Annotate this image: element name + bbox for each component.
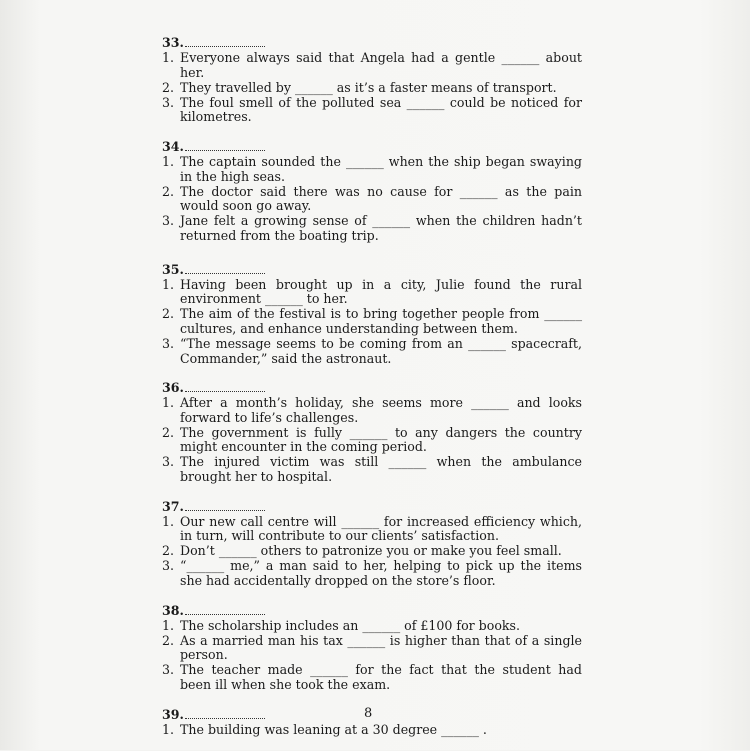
list-item [162, 185, 582, 214]
exercise-34 [162, 139, 582, 244]
list-item [162, 51, 582, 80]
section-number: 39. [162, 706, 184, 722]
item-number: 3. [162, 662, 175, 678]
section-number: 38. [162, 602, 184, 618]
item-number: 2. [162, 632, 175, 648]
section-number: 36. [162, 380, 184, 396]
section-heading [162, 603, 582, 619]
exercise-35 [162, 262, 582, 367]
item-number: 3. [162, 558, 175, 574]
item-number: 2. [162, 79, 175, 95]
list-item [162, 396, 582, 425]
section-number: 37. [162, 498, 184, 514]
section-number: 33. [162, 35, 184, 50]
item-number: 3. [162, 454, 175, 470]
item-number: 1. [162, 513, 175, 529]
item-number: 3. [162, 213, 175, 229]
list-item [162, 278, 582, 307]
item-number: 2. [162, 543, 175, 559]
item-text: The aim of the festival is to bring together people from ______ cultures, and enhance understanding between them. [180, 306, 582, 336]
list-item [162, 515, 582, 544]
item-text: The teacher made ______ for the fact that the student had been ill when she took the exam. [180, 662, 582, 692]
answer-blank [185, 263, 265, 274]
item-text: The doctor said there was no cause for ______ as the pain would soon go away. [180, 183, 582, 214]
item-text: Our new call centre will ______ for increased efficiency which, in turn, will contribute to our clients’ satisfaction. [180, 513, 582, 544]
answer-blank [185, 604, 265, 615]
item-text: The government is fully ______ to any dangers the country might encounter in the coming period. [180, 424, 582, 455]
item-text: The injured victim was still ______ when the ambulance brought her to hospital. [180, 454, 582, 485]
section-heading [162, 139, 582, 155]
item-number: 3. [162, 94, 175, 110]
exercise-36 [162, 380, 582, 485]
item-number: 1. [162, 153, 175, 169]
section-number: 34. [162, 138, 184, 154]
item-text: As a married man his tax ______ is higher than that of a single person. [180, 632, 582, 663]
list-item [162, 337, 582, 366]
list-item [162, 723, 582, 738]
item-text: Don’t ______ others to patronize you or make you feel small. [180, 543, 562, 559]
section-heading [162, 380, 582, 396]
item-number: 3. [162, 335, 175, 351]
list-item [162, 559, 582, 588]
item-text: They travelled by ______ as it’s a faster means of transport. [180, 79, 557, 95]
list-item [162, 81, 582, 96]
item-text: Jane felt a growing sense of ______ when the children hadn’t returned from the boating trip. [180, 213, 582, 243]
answer-blank [185, 381, 265, 392]
exercise-content [162, 35, 582, 751]
list-item [162, 426, 582, 455]
exercise-38 [162, 603, 582, 693]
item-number: 1. [162, 617, 175, 633]
list-item [162, 663, 582, 692]
list-item [162, 307, 582, 336]
list-item [162, 634, 582, 663]
list-item [162, 96, 582, 125]
item-text: Everyone always said that Angela had a gentle ______ about her. [180, 50, 582, 80]
section-heading [162, 262, 582, 278]
list-item [162, 155, 582, 184]
item-text: “______ me,” a man said to her, helping to pick up the items she had accidentally dropped on the store’s floor. [180, 558, 582, 589]
item-text: Having been brought up in a city, Julie found the rural environment ______ to her. [180, 276, 582, 307]
answer-blank [185, 140, 265, 151]
item-text: After a month’s holiday, she seems more ______ and looks forward to life’s challenges. [180, 395, 582, 425]
exercise-33 [162, 35, 582, 125]
item-number: 1. [162, 50, 175, 65]
item-number: 1. [162, 276, 175, 292]
list-item [162, 455, 582, 484]
answer-blank [185, 36, 265, 47]
item-text: “The message seems to be coming from an ______ spacecraft, Commander,” said the astronaut. [180, 335, 582, 366]
answer-blank [185, 500, 265, 511]
section-heading [162, 35, 582, 51]
section-heading [162, 499, 582, 515]
item-text: The foul smell of the polluted sea ______ could be noticed for kilometres. [180, 94, 582, 125]
item-number: 2. [162, 424, 175, 440]
item-number: 1. [162, 395, 175, 411]
answer-blank [185, 708, 265, 719]
list-item [162, 544, 582, 559]
item-text: The captain sounded the ______ when the ship began swaying in the high seas. [180, 153, 582, 184]
item-text: The scholarship includes an ______ of £100 for books. [180, 617, 521, 633]
item-number: 1. [162, 721, 175, 737]
item-number: 2. [162, 183, 175, 199]
list-item [162, 214, 582, 243]
list-item [162, 619, 582, 634]
section-number: 35. [162, 261, 184, 277]
page-number: 8 [364, 706, 373, 721]
exercise-37 [162, 499, 582, 589]
item-text: The building was leaning at a 30 degree ______ . [180, 721, 487, 737]
item-number: 2. [162, 306, 175, 322]
